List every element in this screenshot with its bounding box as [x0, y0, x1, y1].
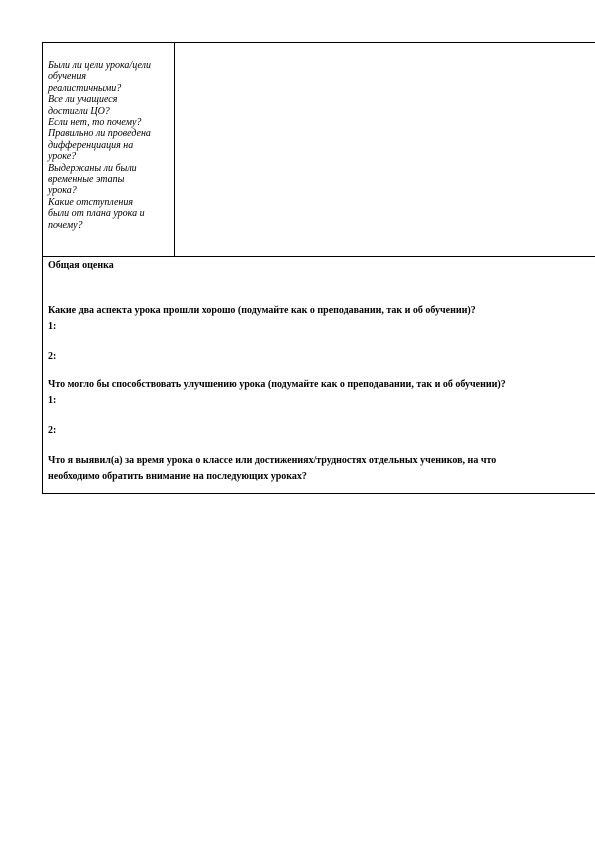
reflection-question-line: были от плана урока и	[48, 208, 145, 220]
reflection-row	[43, 43, 595, 257]
overall-title: Общая оценка	[48, 260, 114, 271]
overall-assessment-cell	[43, 257, 595, 493]
reflection-question-line: достигли ЦО?	[48, 105, 110, 117]
reflection-question-line: временные этапы	[48, 174, 125, 186]
answer-label-improve-1: 1:	[48, 395, 57, 406]
reflection-question-line: уроке?	[48, 151, 77, 163]
reflection-question-line: дифференциация на	[48, 139, 134, 151]
reflection-question-line: Правильно ли проведена	[48, 128, 151, 140]
answer-label-well-2: 2:	[48, 351, 57, 362]
reflection-question-line: Какие отступления	[48, 196, 133, 208]
question-improve: Что могло бы способствовать улучшению урока (подумайте как о преподавании, так и об обучении)?	[48, 379, 506, 390]
answer-label-well-1: 1:	[48, 321, 57, 332]
reflection-question-line: урока?	[48, 185, 77, 197]
reflection-question-line: обучения	[48, 71, 87, 83]
reflection-table	[42, 42, 595, 494]
question-went-well: Какие два аспекта урока прошли хорошо (подумайте как о преподавании, так и об обучении)?	[48, 305, 476, 316]
question-learned-line-2: необходимо обратить внимание на последующих уроках?	[48, 471, 307, 482]
reflection-questions-cell	[43, 43, 175, 256]
reflection-question-line: почему?	[48, 219, 83, 231]
question-learned-line-1: Что я выявил(а) за время урока о классе или достижениях/трудностях отдельных учеников, на что	[48, 455, 497, 466]
reflection-question-line: реалистичными?	[48, 82, 122, 94]
answer-label-improve-2: 2:	[48, 425, 57, 436]
reflection-question-line: Были ли цели урока/цели	[48, 60, 152, 71]
reflection-question-line: Все ли учащиеся	[48, 94, 118, 106]
reflection-question-line: Выдержаны ли были	[48, 162, 137, 174]
reflection-question-line: Если нет, то почему?	[48, 117, 142, 129]
